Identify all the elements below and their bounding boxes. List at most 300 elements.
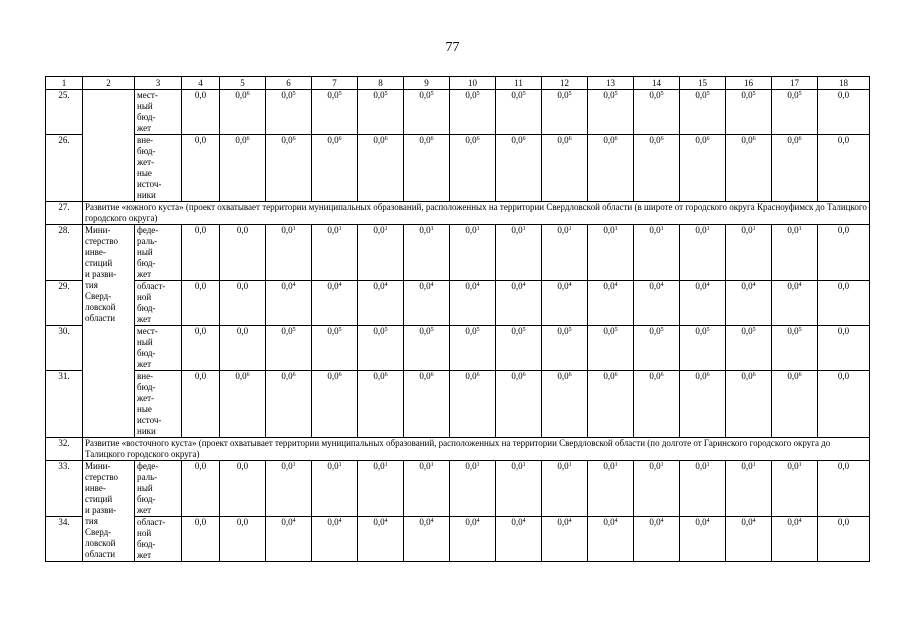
value-text: 0,0: [419, 90, 431, 100]
value-text: 0,0: [787, 281, 799, 291]
column-header: 2: [83, 77, 135, 90]
value-text: 0,0: [603, 281, 615, 291]
value-text: 0,0: [327, 461, 339, 471]
footnote-mark: 1: [660, 462, 664, 468]
value-cell: [220, 326, 266, 371]
footnote-mark: 6: [522, 136, 526, 142]
funding-source: мест- ный бюд- жет: [135, 326, 182, 371]
value-text: 0,0: [741, 371, 753, 381]
value-cell: [220, 371, 266, 438]
value-text: 0,0: [373, 135, 385, 145]
value-cell: [266, 326, 312, 371]
footnote-mark: 4: [614, 282, 618, 288]
row-number: 28.: [46, 225, 83, 281]
footnote-mark: 5: [568, 327, 572, 333]
value-cell: [772, 90, 818, 135]
value-cell: [726, 371, 772, 438]
value-cell: [312, 90, 358, 135]
value-cell: [450, 90, 496, 135]
value-text: 0,0: [465, 135, 477, 145]
value-cell: [496, 90, 542, 135]
row-number: 25.: [46, 90, 83, 135]
footnote-mark: 1: [522, 226, 526, 232]
value-text: 0,0: [603, 461, 615, 471]
value-cell: [358, 371, 404, 438]
footnote-mark: 6: [384, 372, 388, 378]
footnote-mark: 1: [430, 462, 434, 468]
footnote-mark: 5: [752, 327, 756, 333]
value-cell: [312, 517, 358, 562]
value-text: 0,0: [373, 326, 385, 336]
value-cell: [818, 281, 870, 326]
value-text: 0,0: [603, 371, 615, 381]
footnote-mark: 1: [384, 226, 388, 232]
value-cell: [404, 517, 450, 562]
value-cell: [634, 517, 680, 562]
footnote-mark: 5: [384, 327, 388, 333]
value-cell: [358, 135, 404, 202]
value-cell: [772, 281, 818, 326]
footnote-mark: 1: [476, 462, 480, 468]
value-text: 0,0: [465, 90, 477, 100]
value-cell: [818, 371, 870, 438]
footnote-mark: 5: [660, 91, 664, 97]
value-cell: [450, 326, 496, 371]
value-cell: [634, 135, 680, 202]
footnote-mark: 5: [430, 327, 434, 333]
footnote-mark: 4: [292, 282, 296, 288]
value-cell: [220, 135, 266, 202]
funding-source: феде- раль- ный бюд- жет: [135, 225, 182, 281]
row-number: 27.: [46, 202, 83, 225]
value-text: 0,0: [557, 371, 569, 381]
value-cell: [726, 225, 772, 281]
footnote-mark: 6: [384, 136, 388, 142]
value-cell: [404, 225, 450, 281]
footnote-mark: 6: [752, 372, 756, 378]
footnote-mark: 6: [568, 136, 572, 142]
value-cell: [182, 461, 220, 517]
value-cell: [634, 461, 680, 517]
value-cell: [634, 281, 680, 326]
value-text: 0,0: [557, 326, 569, 336]
value-text: 0,0: [787, 326, 799, 336]
footnote-mark: 6: [292, 372, 296, 378]
value-cell: [496, 371, 542, 438]
footnote-mark: 1: [568, 226, 572, 232]
value-text: 0,0: [194, 281, 207, 291]
footnote-mark: 4: [430, 518, 434, 524]
footnote-mark: 5: [568, 91, 572, 97]
footnote-mark: 5: [798, 327, 802, 333]
value-text: 0,0: [327, 225, 339, 235]
value-cell: [312, 326, 358, 371]
value-cell: [588, 135, 634, 202]
footnote-mark: 1: [522, 462, 526, 468]
responsible-organization: Мини- стерство инве- стиций и разви- тия Сверд- ловской области: [83, 225, 135, 438]
value-cell: [496, 326, 542, 371]
column-header: 15: [680, 77, 726, 90]
value-text: 0,0: [787, 135, 799, 145]
value-text: 0,0: [281, 90, 293, 100]
value-cell: [680, 461, 726, 517]
value-cell: [680, 90, 726, 135]
value-text: 0,0: [194, 135, 207, 145]
value-text: 0,0: [787, 371, 799, 381]
budget-table: [45, 76, 870, 562]
footnote-mark: 6: [752, 136, 756, 142]
value-cell: [680, 371, 726, 438]
table-row: [46, 281, 870, 326]
value-text: 0,0: [837, 326, 850, 336]
value-text: 0,0: [194, 90, 207, 100]
value-text: 0,0: [281, 517, 293, 527]
footnote-mark: 6: [476, 136, 480, 142]
value-cell: [266, 281, 312, 326]
value-text: 0,0: [236, 281, 249, 291]
footnote-mark: 5: [292, 91, 296, 97]
value-cell: [588, 517, 634, 562]
value-text: 0,0: [419, 461, 431, 471]
responsible-organization: [83, 90, 135, 202]
footnote-mark: 4: [798, 518, 802, 524]
value-text: 0,0: [419, 326, 431, 336]
value-cell: [542, 281, 588, 326]
value-text: 0,0: [787, 90, 799, 100]
footnote-mark: 4: [660, 282, 664, 288]
value-text: 0,0: [236, 225, 249, 235]
footnote-mark: 6: [246, 136, 250, 142]
row-number: 34.: [46, 517, 83, 562]
footnote-mark: 6: [430, 372, 434, 378]
value-text: 0,0: [465, 517, 477, 527]
funding-source: вне- бюд- жет- ные источ- ники: [135, 135, 182, 202]
value-text: 0,0: [194, 371, 207, 381]
value-cell: [496, 135, 542, 202]
value-cell: [182, 326, 220, 371]
value-cell: [772, 517, 818, 562]
value-cell: [496, 281, 542, 326]
value-cell: [266, 517, 312, 562]
value-text: 0,0: [649, 281, 661, 291]
column-header: 3: [135, 77, 182, 90]
footnote-mark: 4: [614, 518, 618, 524]
value-cell: [496, 461, 542, 517]
value-cell: [404, 326, 450, 371]
value-text: 0,0: [649, 461, 661, 471]
footnote-mark: 5: [798, 91, 802, 97]
value-text: 0,0: [236, 461, 249, 471]
column-header: 18: [818, 77, 870, 90]
value-text: 0,0: [649, 90, 661, 100]
table-row: [46, 371, 870, 438]
value-cell: [266, 371, 312, 438]
value-cell: [634, 90, 680, 135]
value-text: 0,0: [649, 371, 661, 381]
value-cell: [358, 326, 404, 371]
value-cell: [450, 225, 496, 281]
footnote-mark: 1: [384, 462, 388, 468]
value-text: 0,0: [327, 326, 339, 336]
row-number: 31.: [46, 371, 83, 438]
footnote-mark: 1: [752, 462, 756, 468]
value-text: 0,0: [465, 281, 477, 291]
value-text: 0,0: [603, 326, 615, 336]
column-header: 5: [220, 77, 266, 90]
value-cell: [542, 90, 588, 135]
value-cell: [450, 517, 496, 562]
footnote-mark: 4: [798, 282, 802, 288]
value-text: 0,0: [281, 461, 293, 471]
column-header: 8: [358, 77, 404, 90]
value-text: 0,0: [373, 281, 385, 291]
section-description: Развитие «южного куста» (проект охватывает территории муниципальных образований, расположенных на территории Свердловской области (в широте от городского округа Красноуфимск до Талицкого городского округа): [83, 202, 870, 225]
footnote-mark: 6: [614, 136, 618, 142]
footnote-mark: 4: [752, 518, 756, 524]
value-cell: [182, 135, 220, 202]
value-cell: [266, 135, 312, 202]
value-cell: [542, 225, 588, 281]
value-text: 0,0: [557, 517, 569, 527]
value-cell: [358, 517, 404, 562]
value-text: 0,0: [837, 135, 850, 145]
value-text: 0,0: [235, 371, 247, 381]
section-row: [46, 202, 870, 225]
footnote-mark: 6: [246, 372, 250, 378]
value-cell: [404, 461, 450, 517]
footnote-mark: 6: [706, 136, 710, 142]
value-text: 0,0: [281, 326, 293, 336]
value-text: 0,0: [373, 517, 385, 527]
value-cell: [818, 225, 870, 281]
value-cell: [726, 90, 772, 135]
footnote-mark: 4: [568, 518, 572, 524]
value-cell: [450, 135, 496, 202]
value-text: 0,0: [419, 281, 431, 291]
value-cell: [772, 461, 818, 517]
footnote-mark: 4: [384, 282, 388, 288]
footnote-mark: 1: [752, 226, 756, 232]
value-cell: [220, 90, 266, 135]
value-text: 0,0: [695, 461, 707, 471]
row-number: 33.: [46, 461, 83, 517]
footnote-mark: 5: [292, 327, 296, 333]
funding-source: вне- бюд- жет- ные источ- ники: [135, 371, 182, 438]
value-text: 0,0: [837, 517, 850, 527]
value-cell: [496, 517, 542, 562]
value-text: 0,0: [603, 135, 615, 145]
table-row: [46, 517, 870, 562]
value-text: 0,0: [281, 135, 293, 145]
value-text: 0,0: [557, 225, 569, 235]
value-text: 0,0: [419, 517, 431, 527]
funding-source: област- ной бюд- жет: [135, 281, 182, 326]
value-cell: [680, 326, 726, 371]
value-text: 0,0: [236, 517, 249, 527]
value-text: 0,0: [649, 135, 661, 145]
header-row: [46, 77, 870, 90]
funding-source: феде- раль- ный бюд- жет: [135, 461, 182, 517]
value-text: 0,0: [787, 461, 799, 471]
value-text: 0,0: [327, 135, 339, 145]
value-cell: [588, 281, 634, 326]
footnote-mark: 4: [660, 518, 664, 524]
footnote-mark: 4: [476, 282, 480, 288]
value-text: 0,0: [649, 326, 661, 336]
footnote-mark: 1: [292, 462, 296, 468]
value-cell: [358, 461, 404, 517]
value-cell: [542, 461, 588, 517]
value-cell: [496, 225, 542, 281]
footnote-mark: 4: [752, 282, 756, 288]
value-text: 0,0: [235, 90, 247, 100]
value-cell: [772, 225, 818, 281]
value-cell: [312, 281, 358, 326]
value-text: 0,0: [419, 135, 431, 145]
table-row: [46, 90, 870, 135]
value-cell: [680, 225, 726, 281]
value-cell: [450, 461, 496, 517]
value-cell: [634, 225, 680, 281]
column-header: 6: [266, 77, 312, 90]
value-text: 0,0: [373, 371, 385, 381]
footnote-mark: 1: [614, 226, 618, 232]
value-cell: [182, 90, 220, 135]
value-text: 0,0: [837, 281, 850, 291]
value-cell: [404, 90, 450, 135]
value-cell: [726, 281, 772, 326]
value-cell: [818, 326, 870, 371]
value-text: 0,0: [649, 225, 661, 235]
value-cell: [266, 225, 312, 281]
value-text: 0,0: [327, 281, 339, 291]
column-header: 16: [726, 77, 772, 90]
value-text: 0,0: [837, 461, 850, 471]
value-text: 0,0: [194, 225, 207, 235]
value-cell: [312, 371, 358, 438]
value-text: 0,0: [741, 517, 753, 527]
value-text: 0,0: [741, 225, 753, 235]
footnote-mark: 4: [568, 282, 572, 288]
row-number: 26.: [46, 135, 83, 202]
footnote-mark: 6: [706, 372, 710, 378]
footnote-mark: 5: [614, 327, 618, 333]
footnote-mark: 6: [522, 372, 526, 378]
value-text: 0,0: [194, 461, 207, 471]
value-text: 0,0: [695, 90, 707, 100]
footnote-mark: 1: [430, 226, 434, 232]
page-number: 77: [445, 40, 460, 55]
value-text: 0,0: [557, 461, 569, 471]
value-cell: [818, 461, 870, 517]
value-cell: [358, 90, 404, 135]
footnote-mark: 1: [706, 462, 710, 468]
column-header: 11: [496, 77, 542, 90]
value-cell: [726, 135, 772, 202]
column-header: 14: [634, 77, 680, 90]
footnote-mark: 5: [706, 91, 710, 97]
value-text: 0,0: [511, 225, 523, 235]
value-cell: [818, 135, 870, 202]
value-text: 0,0: [235, 135, 247, 145]
section-description: Развитие «восточного куста» (проект охватывает территории муниципальных образований, расположенных на территории Свердловской области (по долготе от Гаринского городского округа до Талицкого городского округа): [83, 438, 870, 461]
value-cell: [220, 461, 266, 517]
value-cell: [588, 461, 634, 517]
footnote-mark: 5: [430, 91, 434, 97]
value-cell: [680, 281, 726, 326]
value-text: 0,0: [373, 461, 385, 471]
footnote-mark: 5: [706, 327, 710, 333]
value-cell: [312, 461, 358, 517]
value-text: 0,0: [194, 517, 207, 527]
value-cell: [220, 517, 266, 562]
column-header: 17: [772, 77, 818, 90]
value-cell: [634, 326, 680, 371]
footnote-mark: 4: [384, 518, 388, 524]
footnote-mark: 5: [476, 327, 480, 333]
footnote-mark: 5: [614, 91, 618, 97]
value-cell: [634, 371, 680, 438]
footnote-mark: 6: [660, 136, 664, 142]
value-cell: [726, 461, 772, 517]
value-cell: [312, 225, 358, 281]
footnote-mark: 6: [292, 136, 296, 142]
value-cell: [726, 517, 772, 562]
section-row: [46, 438, 870, 461]
value-text: 0,0: [695, 371, 707, 381]
value-cell: [404, 371, 450, 438]
column-header: 4: [182, 77, 220, 90]
footnote-mark: 1: [706, 226, 710, 232]
value-cell: [818, 517, 870, 562]
value-cell: [772, 371, 818, 438]
footnote-mark: 6: [660, 372, 664, 378]
footnote-mark: 5: [752, 91, 756, 97]
footnote-mark: 6: [614, 372, 618, 378]
value-cell: [450, 281, 496, 326]
value-text: 0,0: [194, 326, 207, 336]
footnote-mark: 4: [706, 518, 710, 524]
value-cell: [404, 135, 450, 202]
footnote-mark: 4: [522, 282, 526, 288]
value-cell: [588, 225, 634, 281]
value-cell: [182, 517, 220, 562]
value-cell: [588, 90, 634, 135]
value-text: 0,0: [327, 517, 339, 527]
footnote-mark: 1: [660, 226, 664, 232]
funding-source: мест- ный бюд- жет: [135, 90, 182, 135]
footnote-mark: 6: [798, 372, 802, 378]
column-header: 7: [312, 77, 358, 90]
value-cell: [266, 461, 312, 517]
value-text: 0,0: [837, 371, 850, 381]
footnote-mark: 1: [798, 226, 802, 232]
footnote-mark: 1: [292, 226, 296, 232]
value-cell: [542, 135, 588, 202]
footnote-mark: 4: [292, 518, 296, 524]
footnote-mark: 1: [568, 462, 572, 468]
value-text: 0,0: [741, 135, 753, 145]
value-cell: [542, 517, 588, 562]
value-text: 0,0: [511, 326, 523, 336]
table-row: [46, 326, 870, 371]
footnote-mark: 4: [522, 518, 526, 524]
value-cell: [358, 225, 404, 281]
value-cell: [220, 281, 266, 326]
value-cell: [542, 371, 588, 438]
value-text: 0,0: [837, 225, 850, 235]
value-text: 0,0: [787, 517, 799, 527]
